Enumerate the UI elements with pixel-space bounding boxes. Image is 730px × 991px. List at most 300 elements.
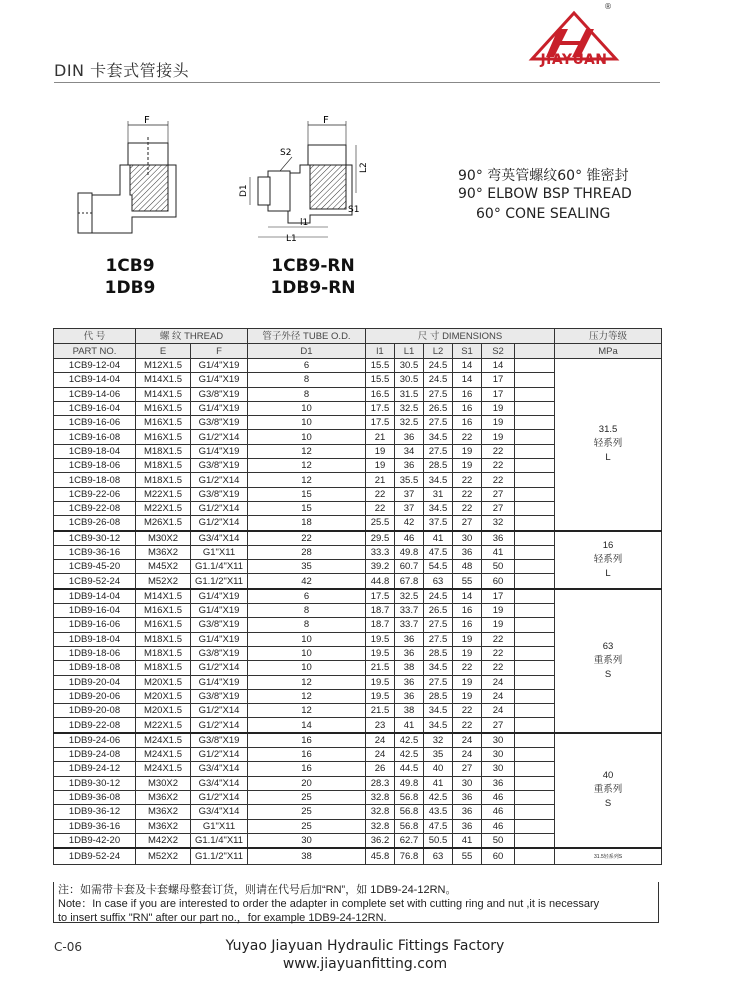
table-cell: 19 <box>366 444 395 458</box>
description-en-2: 60° CONE SEALING <box>476 206 611 222</box>
table-row <box>54 733 662 748</box>
table-cell: 34.5 <box>424 718 453 733</box>
table-cell: G1.1/2"X11 <box>191 574 248 589</box>
table-cell-blank <box>515 545 555 559</box>
table-cell: 1CB9-22-08 <box>54 501 136 515</box>
table-cell: G3/8"X19 <box>191 387 248 401</box>
table-cell: 19 <box>453 444 482 458</box>
table-cell: G1.1/4"X11 <box>191 560 248 574</box>
table-cell: G1/2"X14 <box>191 501 248 515</box>
table-cell-blank <box>515 589 555 604</box>
table-cell: 36 <box>395 675 424 689</box>
pressure-series: S <box>604 798 612 810</box>
table-cell: 15.5 <box>366 359 395 373</box>
table-cell: M36X2 <box>136 545 191 559</box>
table-cell-blank <box>515 387 555 401</box>
table-cell: 19.5 <box>366 632 395 646</box>
table-cell: 10 <box>248 430 366 444</box>
table-cell: G1/4"X19 <box>191 373 248 387</box>
table-cell: 27.5 <box>424 387 453 401</box>
table-cell: 1DB9-22-08 <box>54 718 136 733</box>
table-cell: 32.8 <box>366 805 395 819</box>
table-cell: 22 <box>482 632 515 646</box>
table-cell: 50.5 <box>424 833 453 848</box>
table-cell: 10 <box>248 416 366 430</box>
table-cell: 8 <box>248 373 366 387</box>
table-cell: 27.5 <box>424 675 453 689</box>
table-cell-blank <box>515 560 555 574</box>
table-cell: 76.8 <box>395 848 424 865</box>
table-cell: G3/8"X19 <box>191 416 248 430</box>
table-cell: 14 <box>482 359 515 373</box>
table-cell: 28.3 <box>366 776 395 790</box>
table-cell: G3/8"X19 <box>191 646 248 660</box>
table-cell: 26.5 <box>424 604 453 618</box>
table-cell: 46 <box>482 819 515 833</box>
table-cell: 36 <box>482 776 515 790</box>
table-cell-blank <box>515 430 555 444</box>
table-cell: 1DB9-24-12 <box>54 762 136 776</box>
table-cell: 56.8 <box>395 790 424 804</box>
table-cell: 24 <box>366 748 395 762</box>
header-l1-large: L1 <box>395 344 424 359</box>
table-cell: 22 <box>366 501 395 515</box>
table-cell-blank <box>515 805 555 819</box>
table-cell: 32.8 <box>366 790 395 804</box>
table-cell: 38 <box>248 848 366 865</box>
table-cell: M18X1.5 <box>136 632 191 646</box>
table-cell: 42.5 <box>395 748 424 762</box>
table-cell-blank <box>515 762 555 776</box>
header-part-cn: 代 号 <box>54 329 136 344</box>
table-cell: 1DB9-24-08 <box>54 748 136 762</box>
table-cell-blank <box>515 718 555 733</box>
table-cell: 14 <box>453 359 482 373</box>
table-cell: 30.5 <box>395 373 424 387</box>
note-en-line2: to insert suffix "RN" after our part no.，for example 1DB9-24-12RN. <box>58 912 387 924</box>
table-cell: 54.5 <box>424 560 453 574</box>
table-cell: M18X1.5 <box>136 459 191 473</box>
table-cell: 22 <box>453 487 482 501</box>
table-cell: M20X1.5 <box>136 704 191 718</box>
dimensions-table <box>53 328 662 865</box>
table-cell-blank <box>515 748 555 762</box>
table-cell: 25 <box>248 790 366 804</box>
table-cell: G1/4"X19 <box>191 589 248 604</box>
table-cell: M24X1.5 <box>136 733 191 748</box>
table-cell: 1CB9-18-08 <box>54 473 136 487</box>
table-cell: G3/8"X19 <box>191 689 248 703</box>
table-cell: 1DB9-18-04 <box>54 632 136 646</box>
header-pressure-cn: 压力等级 <box>555 329 662 344</box>
table-cell: 22 <box>453 473 482 487</box>
table-cell: 36 <box>453 805 482 819</box>
table-cell: 1CB9-30-12 <box>54 531 136 546</box>
table-cell: M14X1.5 <box>136 373 191 387</box>
table-cell: 25 <box>248 805 366 819</box>
table-cell: 24 <box>453 748 482 762</box>
table-cell: 27 <box>482 501 515 515</box>
table-cell: 16 <box>453 618 482 632</box>
table-cell: 26.5 <box>424 401 453 415</box>
table-cell: 36.2 <box>366 833 395 848</box>
table-cell: 41 <box>482 545 515 559</box>
table-cell: 1DB9-20-08 <box>54 704 136 718</box>
table-cell: G1/2"X14 <box>191 516 248 531</box>
table-cell-blank <box>515 661 555 675</box>
table-cell: 27.5 <box>424 416 453 430</box>
table-cell: 1DB9-30-12 <box>54 776 136 790</box>
table-cell: G1/4"X19 <box>191 675 248 689</box>
table-cell: 47.5 <box>424 819 453 833</box>
table-cell: 1CB9-22-06 <box>54 487 136 501</box>
table-cell: 55 <box>453 848 482 865</box>
table-cell: 24.5 <box>424 359 453 373</box>
header-l1-small: l1 <box>366 344 395 359</box>
table-cell: G1/4"X19 <box>191 604 248 618</box>
table-cell: 56.8 <box>395 819 424 833</box>
table-cell-blank <box>515 646 555 660</box>
table-cell: 29.5 <box>366 531 395 546</box>
table-cell: 22 <box>482 459 515 473</box>
table-cell: G1/2"X14 <box>191 790 248 804</box>
note-en-line1: Note：In case if you are interested to order the adapter in complete set with cutting ring and nut ,it is necessary <box>58 898 600 910</box>
table-cell: 1DB9-36-16 <box>54 819 136 833</box>
table-cell: 34.5 <box>424 430 453 444</box>
table-cell: M52X2 <box>136 574 191 589</box>
table-cell: 22 <box>453 501 482 515</box>
table-cell: 19 <box>482 416 515 430</box>
table-cell: 1CB9-14-04 <box>54 373 136 387</box>
table-cell: 24 <box>453 733 482 748</box>
header-f: F <box>191 344 248 359</box>
header-mpa: MPa <box>555 344 662 359</box>
description-cn: 90° 弯英管螺纹60° 锥密封 <box>458 168 629 184</box>
table-cell-blank <box>515 473 555 487</box>
table-cell: M22X1.5 <box>136 487 191 501</box>
table-cell: G3/4"X14 <box>191 762 248 776</box>
pressure-series: L <box>605 567 611 579</box>
table-row <box>54 848 662 865</box>
table-cell: G1/2"X14 <box>191 430 248 444</box>
pressure-series-cn: 轻系列 <box>593 553 623 565</box>
table-cell: 19 <box>482 618 515 632</box>
table-cell: 32 <box>482 516 515 531</box>
table-cell: 1DB9-52-24 <box>54 848 136 865</box>
table-cell: G1/2"X14 <box>191 748 248 762</box>
table-cell: 30.5 <box>395 359 424 373</box>
table-cell: 19.5 <box>366 646 395 660</box>
table-cell: 44.8 <box>366 574 395 589</box>
table-cell: 12 <box>248 704 366 718</box>
table-cell: 32 <box>424 733 453 748</box>
table-cell: 41 <box>424 776 453 790</box>
svg-text:F: F <box>144 115 150 126</box>
table-cell: 21 <box>366 430 395 444</box>
table-cell: 19.5 <box>366 689 395 703</box>
table-cell: G3/8"X19 <box>191 487 248 501</box>
table-cell: 10 <box>248 632 366 646</box>
table-cell: 50 <box>482 833 515 848</box>
pressure-note: 31.5轻系列S <box>594 854 623 861</box>
header-tube-cn: 管子外径 TUBE O.D. <box>248 329 366 344</box>
table-cell: 22 <box>248 531 366 546</box>
table-cell-blank <box>515 501 555 515</box>
table-cell: 20 <box>248 776 366 790</box>
table-cell: 1DB9-36-12 <box>54 805 136 819</box>
table-cell: 15 <box>248 501 366 515</box>
svg-text:D1: D1 <box>239 184 249 197</box>
table-cell: 30 <box>453 776 482 790</box>
table-cell-blank <box>515 574 555 589</box>
table-cell: 48 <box>453 560 482 574</box>
table-cell: 1DB9-24-06 <box>54 733 136 748</box>
pressure-series: S <box>604 668 612 680</box>
table-cell: 30 <box>482 748 515 762</box>
table-cell: 27 <box>482 718 515 733</box>
table-cell: G3/4"X14 <box>191 531 248 546</box>
table-cell: 19 <box>453 632 482 646</box>
table-cell: 35 <box>424 748 453 762</box>
order-notes <box>53 882 659 923</box>
table-cell: 36 <box>395 646 424 660</box>
table-cell: 17.5 <box>366 416 395 430</box>
table-cell: 22 <box>482 473 515 487</box>
table-cell: 30 <box>482 762 515 776</box>
table-cell: 63 <box>424 574 453 589</box>
table-row <box>54 589 662 604</box>
table-cell: 19 <box>482 401 515 415</box>
table-cell: 21 <box>366 473 395 487</box>
table-cell: 43.5 <box>424 805 453 819</box>
product-code-1cb9: 1CB9 <box>105 256 155 276</box>
table-cell: M22X1.5 <box>136 501 191 515</box>
table-cell: M14X1.5 <box>136 387 191 401</box>
table-cell: M36X2 <box>136 819 191 833</box>
table-cell: 8 <box>248 618 366 632</box>
table-cell: 34 <box>395 444 424 458</box>
table-cell: 1CB9-26-08 <box>54 516 136 531</box>
table-cell: 49.8 <box>395 545 424 559</box>
svg-text:S1: S1 <box>348 205 360 215</box>
table-cell: 46 <box>395 531 424 546</box>
table-cell: M22X1.5 <box>136 718 191 733</box>
table-cell: M36X2 <box>136 805 191 819</box>
table-cell: G1"X11 <box>191 545 248 559</box>
table-cell: 37 <box>395 487 424 501</box>
table-cell: 17.5 <box>366 589 395 604</box>
pressure-group <box>555 848 662 865</box>
website-url: www.jiayuanfitting.com <box>282 956 448 972</box>
table-cell-blank <box>515 373 555 387</box>
table-cell: 36 <box>453 545 482 559</box>
table-cell: 24.5 <box>424 373 453 387</box>
table-cell: 49.8 <box>395 776 424 790</box>
svg-text:L1: L1 <box>286 234 297 244</box>
table-cell: G3/4"X14 <box>191 776 248 790</box>
table-cell-blank <box>515 790 555 804</box>
table-cell: 32.8 <box>366 819 395 833</box>
page-number: C-06 <box>54 940 82 954</box>
page-title: DIN 卡套式管接头 <box>54 61 190 80</box>
elbow-drawing-right <box>228 115 378 245</box>
pressure-series-cn: 重系列 <box>593 654 623 666</box>
table-cell-blank <box>515 516 555 531</box>
table-cell: 17 <box>482 589 515 604</box>
table-cell: 27.5 <box>424 444 453 458</box>
table-cell: M16X1.5 <box>136 604 191 618</box>
table-cell: 35 <box>248 560 366 574</box>
table-cell: 1DB9-18-06 <box>54 646 136 660</box>
table-cell: M20X1.5 <box>136 689 191 703</box>
header-divider <box>54 82 660 83</box>
table-cell: 45.8 <box>366 848 395 865</box>
table-cell: 24 <box>482 675 515 689</box>
table-cell: 22 <box>453 430 482 444</box>
header-d1: D1 <box>248 344 366 359</box>
pressure-series: L <box>605 452 611 464</box>
table-cell: 18.7 <box>366 618 395 632</box>
product-code-1cb9-rn: 1CB9-RN <box>271 256 355 276</box>
table-cell: 38 <box>395 704 424 718</box>
table-cell: 19 <box>453 646 482 660</box>
svg-text:L2: L2 <box>359 162 369 173</box>
table-cell: 36 <box>395 459 424 473</box>
table-cell: 32.5 <box>395 589 424 604</box>
table-cell: 34.5 <box>424 501 453 515</box>
table-cell: 16 <box>453 387 482 401</box>
table-cell: G3/8"X19 <box>191 618 248 632</box>
table-cell: 27.5 <box>424 632 453 646</box>
table-cell: 1DB9-14-04 <box>54 589 136 604</box>
product-code-1db9: 1DB9 <box>104 278 156 298</box>
table-cell: 22 <box>482 661 515 675</box>
table-cell: 30 <box>248 833 366 848</box>
table-cell-blank <box>515 531 555 546</box>
header-l2: L2 <box>424 344 453 359</box>
table-cell: 12 <box>248 473 366 487</box>
table-cell: 16 <box>453 416 482 430</box>
header-dims-cn: 尺 寸 DIMENSIONS <box>366 329 555 344</box>
registered-mark: ® <box>604 2 612 11</box>
table-cell: M42X2 <box>136 833 191 848</box>
table-cell: M18X1.5 <box>136 444 191 458</box>
table-cell: 1CB9-36-16 <box>54 545 136 559</box>
table-cell-blank <box>515 776 555 790</box>
table-cell: 23 <box>366 718 395 733</box>
table-cell: 1DB9-20-06 <box>54 689 136 703</box>
table-cell: 17 <box>482 373 515 387</box>
table-cell: 1CB9-45-20 <box>54 560 136 574</box>
table-cell: 31 <box>424 487 453 501</box>
table-cell: 8 <box>248 387 366 401</box>
table-cell: 27 <box>453 762 482 776</box>
table-cell: 10 <box>248 661 366 675</box>
table-cell: G1/4"X19 <box>191 359 248 373</box>
table-cell: 37 <box>395 501 424 515</box>
table-cell: 1DB9-42-20 <box>54 833 136 848</box>
table-cell: 1CB9-16-04 <box>54 401 136 415</box>
table-cell: 38 <box>395 661 424 675</box>
pressure-mpa: 63 <box>602 640 614 652</box>
table-cell: M12X1.5 <box>136 359 191 373</box>
table-cell: 18.7 <box>366 604 395 618</box>
table-cell: 22 <box>453 704 482 718</box>
header-part-no: PART NO. <box>54 344 136 359</box>
table-cell: M20X1.5 <box>136 675 191 689</box>
table-cell: M24X1.5 <box>136 762 191 776</box>
table-cell: G1/4"X19 <box>191 632 248 646</box>
table-cell: 42 <box>248 574 366 589</box>
table-cell: 1CB9-12-04 <box>54 359 136 373</box>
table-cell: 24.5 <box>424 589 453 604</box>
table-cell: 33.3 <box>366 545 395 559</box>
note-cn: 注：如需带卡套及卡套螺母整套订货，则请在代号后加“RN”，如 1DB9-24-12RN。 <box>58 884 457 896</box>
table-cell: 32.5 <box>395 416 424 430</box>
table-cell: 17.5 <box>366 401 395 415</box>
table-cell: M26X1.5 <box>136 516 191 531</box>
table-cell: G1.1/4"X11 <box>191 833 248 848</box>
table-cell: 12 <box>248 459 366 473</box>
table-cell: 25 <box>248 819 366 833</box>
table-cell: 22 <box>453 718 482 733</box>
svg-text:F: F <box>323 115 329 126</box>
table-cell: 28 <box>248 545 366 559</box>
table-cell: 27 <box>453 516 482 531</box>
table-cell: 36 <box>453 790 482 804</box>
table-cell-blank <box>515 487 555 501</box>
pressure-group <box>555 531 662 589</box>
table-cell: M24X1.5 <box>136 748 191 762</box>
table-cell: G1"X11 <box>191 819 248 833</box>
table-cell: 40 <box>424 762 453 776</box>
pressure-series-cn: 轻系列 <box>593 438 623 450</box>
product-code-1db9-rn: 1DB9-RN <box>270 278 356 298</box>
table-cell-blank <box>515 632 555 646</box>
table-cell: 28.5 <box>424 459 453 473</box>
table-cell: 22 <box>482 646 515 660</box>
table-cell: 17 <box>482 387 515 401</box>
table-cell: M14X1.5 <box>136 589 191 604</box>
table-cell: M16X1.5 <box>136 430 191 444</box>
table-cell: 42 <box>395 516 424 531</box>
table-cell: 46 <box>482 805 515 819</box>
table-cell: M18X1.5 <box>136 646 191 660</box>
table-cell: 1DB9-18-08 <box>54 661 136 675</box>
table-cell: 67.8 <box>395 574 424 589</box>
table-cell: 24 <box>482 704 515 718</box>
table-cell: 41 <box>424 531 453 546</box>
table-cell: 32.5 <box>395 401 424 415</box>
table-cell: G1/2"X14 <box>191 718 248 733</box>
table-cell: 60.7 <box>395 560 424 574</box>
table-cell: 27.5 <box>424 618 453 632</box>
svg-text:l1: l1 <box>300 218 309 228</box>
table-cell: 31.5 <box>395 387 424 401</box>
table-cell: G1/2"X14 <box>191 704 248 718</box>
table-cell: M45X2 <box>136 560 191 574</box>
logo-brand-text: JIAYUAN <box>540 52 608 68</box>
table-cell: 12 <box>248 675 366 689</box>
table-cell: 1CB9-16-06 <box>54 416 136 430</box>
table-cell: 50 <box>482 560 515 574</box>
table-cell: 41 <box>395 718 424 733</box>
table-cell: 16.5 <box>366 387 395 401</box>
table-cell: 37.5 <box>424 516 453 531</box>
table-cell: G1/4"X19 <box>191 444 248 458</box>
table-cell-blank <box>515 819 555 833</box>
table-cell: G3/8"X19 <box>191 459 248 473</box>
